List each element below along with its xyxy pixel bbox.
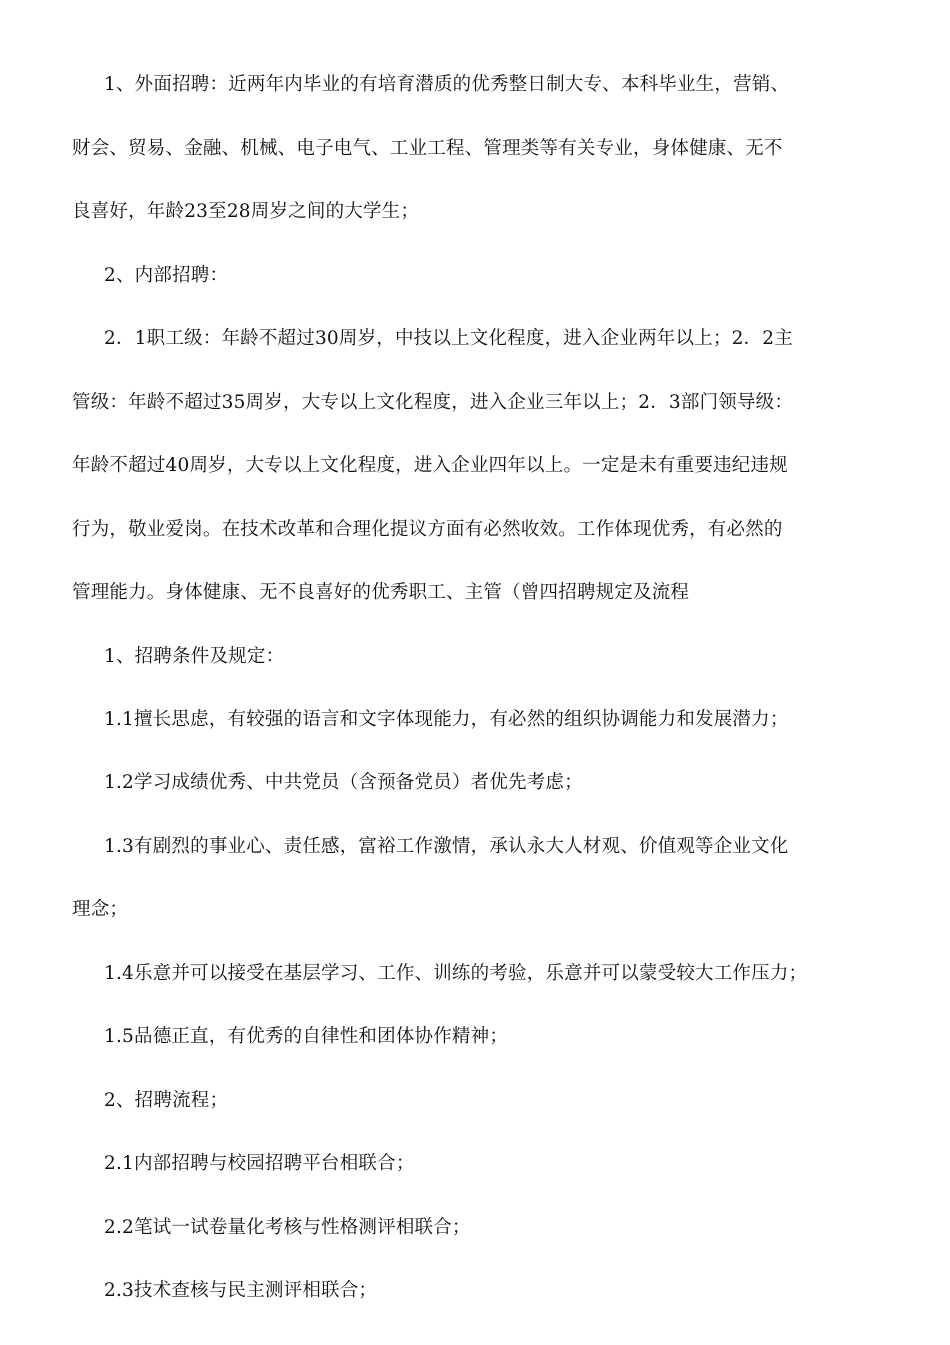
paragraph-line: 管级：年龄不超过35周岁，大专以上文化程度，进入企业三年以上；2．3部门领导级： (72, 392, 794, 413)
paragraph-line: 1、外面招聘：近两年内毕业的有培育潜质的优秀整日制大专、本科毕业生，营销、 (104, 74, 790, 95)
paragraph-line: 2.3技术查核与民主测评相联合； (104, 1280, 378, 1301)
paragraph-line: 1、招聘条件及规定： (104, 646, 285, 667)
paragraph-line: 理念； (72, 899, 129, 920)
paragraph-line: 良喜好，年龄23至28周岁之间的大学生； (72, 201, 420, 222)
paragraph-line: 年龄不超过40周岁，大专以上文化程度，进入企业四年以上。一定是未有重要违纪违规 (72, 455, 788, 476)
paragraph-line: 1.3有剧烈的事业心、责任感，富裕工作激情，承认永大人材观、价值观等企业文化 (104, 836, 789, 857)
paragraph-line: 行为，敬业爱岗。在技术改革和合理化提议方面有必然收效。工作体现优秀，有必然的 (72, 519, 783, 540)
paragraph-line: 2．1职工级：年龄不超过30周岁，中技以上文化程度，进入企业两年以上；2．2主 (104, 328, 793, 349)
paragraph-line: 1.2学习成绩优秀、中共党员（含预备党员）者优先考虑； (104, 772, 583, 793)
paragraph-line: 1.5品德正直，有优秀的自律性和团体协作精神； (104, 1026, 509, 1047)
paragraph-line: 2.1内部招聘与校园招聘平台相联合； (104, 1153, 415, 1174)
paragraph-line: 1.1擅长思虑，有较强的语言和文字体现能力，有必然的组织协调能力和发展潜力； (104, 709, 789, 730)
paragraph-line: 1.4乐意并可以接受在基层学习、工作、训练的考验，乐意并可以蒙受较大工作压力； (104, 963, 808, 984)
paragraph-line: 2.2笔试一试卷量化考核与性格测评相联合； (104, 1217, 471, 1238)
paragraph-line: 2、招聘流程； (104, 1090, 229, 1111)
paragraph-line: 管理能力。身体健康、无不良喜好的优秀职工、主管（曾四招聘规定及流程 (72, 582, 690, 603)
paragraph-line: 财会、贸易、金融、机械、电子电气、工业工程、管理类等有关专业，身体健康、无不 (72, 138, 783, 159)
paragraph-line: 2、内部招聘： (104, 265, 229, 286)
